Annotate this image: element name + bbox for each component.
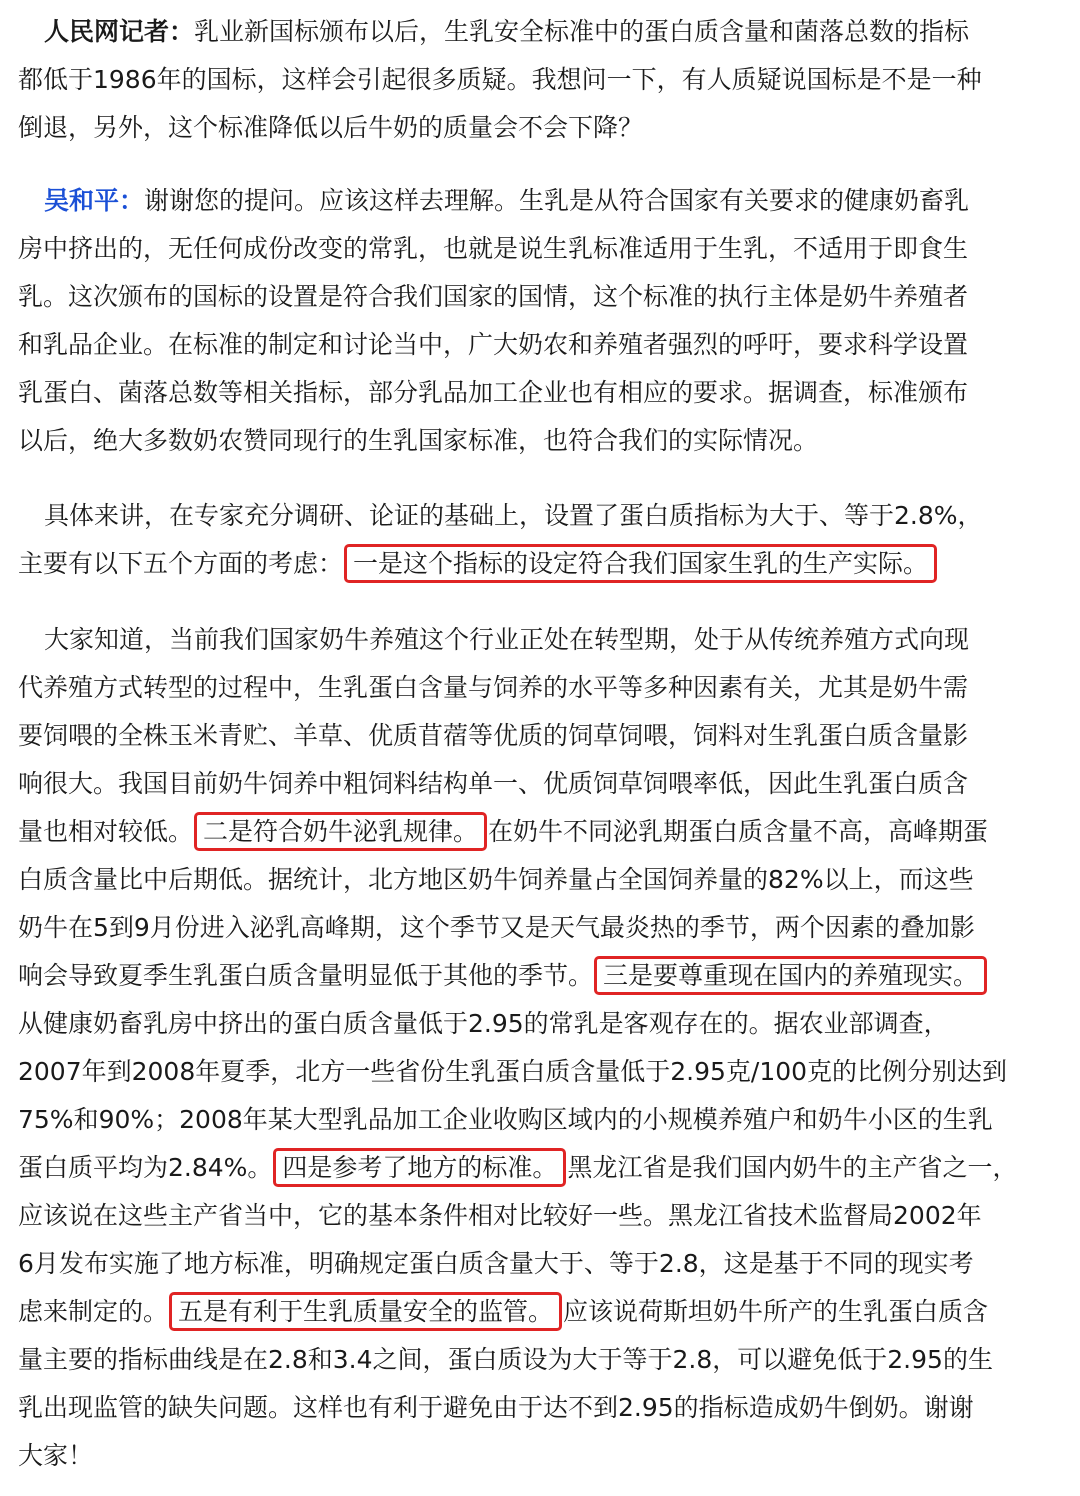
text-line [18, 670, 968, 706]
text-line [18, 1246, 974, 1282]
text-run: 2007年到2008年夏季，北方一些省份生乳蛋白质含量低于2.95克/100克的比例分别达到 [18, 1057, 1008, 1086]
text-line [18, 1102, 993, 1138]
text-run: 黑龙江省是我们国内奶牛的主产省之一， [567, 1153, 1018, 1182]
text-run: 要饲喂的全株玉米青贮、羊草、优质苜蓿等优质的饲草饲喂，饲料对生乳蛋白质含量影 [18, 721, 969, 750]
speaker-label-official: 吴和平： [44, 186, 145, 215]
text-run: 和乳品企业。在标准的制定和讨论当中，广大奶农和养殖者强烈的呼吁，要求科学设置 [18, 330, 969, 359]
text-run: 奶牛在5到9月份进入泌乳高峰期，这个季节又是天气最炎热的季节，两个因素的叠加影 [18, 913, 975, 942]
text-line [18, 862, 974, 898]
highlight-box: 五是有利于生乳质量安全的监管。 [169, 1292, 562, 1331]
text-line [18, 814, 988, 850]
text-run: 从健康奶畜乳房中挤出的蛋白质含量低于2.95的常乳是客观存在的。据农业部调查， [18, 1009, 949, 1038]
text-run: 都低于1986年的国标，这样会引起很多质疑。我想问一下，有人质疑说国标是不是一种 [18, 65, 982, 94]
text-run: 大家知道，当前我们国家奶牛养殖这个行业正处在转型期，处于从传统养殖方式向现 [44, 625, 970, 654]
text-run: 具体来讲，在专家充分调研、论证的基础上，设置了蛋白质指标为大于、等于2.8%， [44, 501, 983, 530]
text-run: 响会导致夏季生乳蛋白质含量明显低于其他的季节。 [18, 961, 594, 990]
text-run: 乳蛋白、菌落总数等相关指标，部分乳品加工企业也有相应的要求。据调查，标准颁布 [18, 378, 969, 407]
text-run: 大家！ [18, 1441, 94, 1470]
text-run: 房中挤出的，无任何成份改变的常乳，也就是说生乳标准适用于生乳，不适用于即食生 [18, 234, 969, 263]
text-run: 75%和90%；2008年某大型乳品加工企业收购区域内的小规模养殖户和奶牛小区的生乳 [18, 1105, 993, 1134]
text-run: 量也相对较低。 [18, 817, 194, 846]
text-run: 白质含量比中后期低。据统计，北方地区奶牛饲养量占全国饲养量的82%以上，而这些 [18, 865, 974, 894]
text-run: 倒退，另外，这个标准降低以后牛奶的质量会不会下降？ [18, 113, 644, 142]
text-line [18, 718, 968, 754]
highlight-box: 三是要尊重现在国内的养殖现实。 [594, 956, 987, 995]
text-run: 响很大。我国目前奶牛饲养中粗饲料结构单一、优质饲草饲喂率低，因此生乳蛋白质含 [18, 769, 969, 798]
text-run: 6月发布实施了地方标准，明确规定蛋白质含量大于、等于2.8，这是基于不同的现实考 [18, 1249, 974, 1278]
text-line [18, 327, 968, 363]
text-run: 主要有以下五个方面的考虑： [18, 549, 344, 578]
text-run: 量主要的指标曲线是在2.8和3.4之间，蛋白质设为大于等于2.8，可以避免低于2.95的生 [18, 1345, 993, 1374]
text-run: 蛋白质平均为2.84%。 [18, 1153, 273, 1182]
highlight-box: 四是参考了地方的标准。 [273, 1148, 566, 1187]
text-line [18, 1054, 1007, 1090]
text-run: 乳出现监管的缺失问题。这样也有利于避免由于达不到2.95的指标造成奶牛倒奶。谢谢 [18, 1393, 974, 1422]
text-line [18, 958, 988, 994]
highlight-box: 一是这个指标的设定符合我们国家生乳的生产实际。 [344, 544, 937, 583]
text-run: 虑来制定的。 [18, 1297, 169, 1326]
text-line [18, 231, 968, 267]
text-line [18, 1294, 988, 1330]
text-line [44, 14, 969, 50]
text-line [18, 110, 643, 146]
text-run: 在奶牛不同泌乳期蛋白质含量不高，高峰期蛋 [488, 817, 989, 846]
text-line [18, 62, 982, 98]
text-line [18, 423, 818, 459]
text-line [18, 375, 968, 411]
text-line [44, 622, 969, 658]
speaker-label-reporter: 人民网记者： [44, 17, 195, 46]
text-line [44, 183, 969, 219]
text-line [18, 1006, 949, 1042]
text-line [18, 1342, 993, 1378]
text-line [18, 279, 968, 315]
text-line [18, 1390, 974, 1426]
text-line [18, 546, 938, 582]
text-line [18, 910, 975, 946]
text-line [18, 1150, 1017, 1186]
text-line [18, 1198, 982, 1234]
text-line [18, 1438, 93, 1474]
text-run: 应该说荷斯坦奶牛所产的生乳蛋白质含 [563, 1297, 989, 1326]
text-run: 谢谢您的提问。应该这样去理解。生乳是从符合国家有关要求的健康奶畜乳 [144, 186, 970, 215]
text-line [44, 498, 983, 534]
text-run: 乳业新国标颁布以后，生乳安全标准中的蛋白质含量和菌落总数的指标 [194, 17, 970, 46]
highlight-box: 二是符合奶牛泌乳规律。 [194, 812, 487, 851]
text-run: 应该说在这些主产省当中，它的基本条件相对比较好一些。黑龙江省技术监督局2002年 [18, 1201, 982, 1230]
text-run: 以后，绝大多数奶农赞同现行的生乳国家标准，也符合我们的实际情况。 [18, 426, 819, 455]
text-line [18, 766, 968, 802]
text-run: 乳。这次颁布的国标的设置是符合我们国家的国情，这个标准的执行主体是奶牛养殖者 [18, 282, 969, 311]
text-run: 代养殖方式转型的过程中，生乳蛋白含量与饲养的水平等多种因素有关，尤其是奶牛需 [18, 673, 969, 702]
